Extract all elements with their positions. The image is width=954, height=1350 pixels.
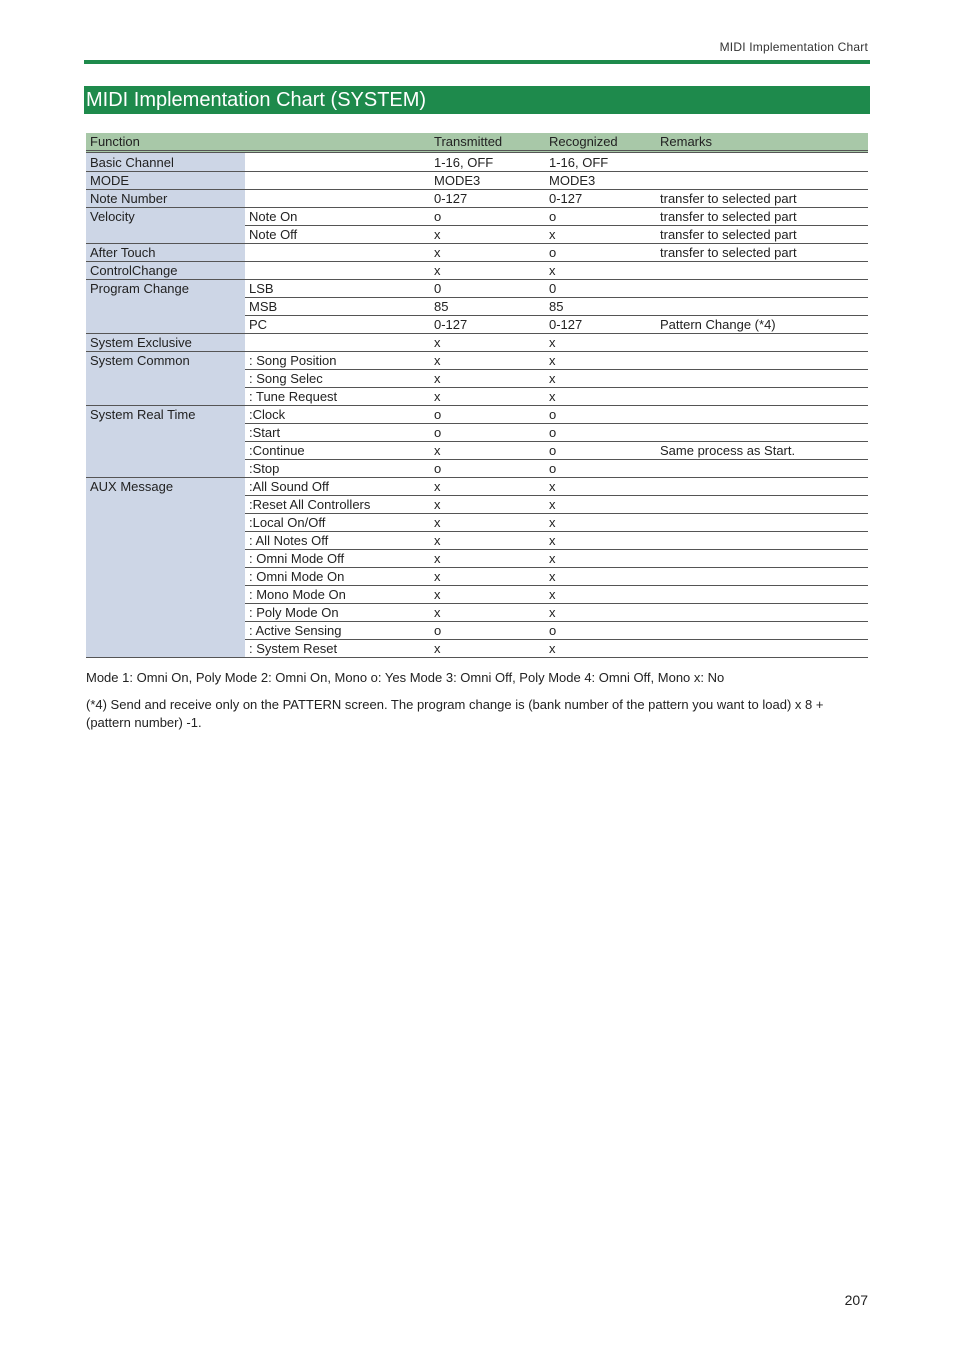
table-row (86, 532, 868, 550)
cell-function (86, 568, 245, 586)
table-row (86, 172, 868, 190)
cell-function (86, 370, 245, 388)
cell-sub-function: :Local On/Off (245, 514, 430, 532)
cell-function (86, 622, 245, 640)
cell-sub-function: :Clock (245, 406, 430, 424)
cell-sub-function: : Song Position (245, 352, 430, 370)
cell-transmitted: x (430, 586, 545, 604)
cell-remarks (656, 388, 868, 406)
cell-transmitted: o (430, 208, 545, 226)
cell-transmitted: 0-127 (430, 316, 545, 334)
cell-recognized: x (545, 478, 656, 496)
table-body (86, 152, 868, 658)
cell-remarks (656, 532, 868, 550)
table-row (86, 550, 868, 568)
cell-remarks (656, 640, 868, 658)
cell-sub-function (245, 172, 430, 190)
cell-remarks (656, 622, 868, 640)
cell-remarks: transfer to selected part (656, 190, 868, 208)
column-header-remarks: Remarks (656, 133, 868, 152)
cell-recognized: 0-127 (545, 190, 656, 208)
cell-transmitted: x (430, 334, 545, 352)
running-header: MIDI Implementation Chart (719, 40, 868, 54)
cell-remarks (656, 280, 868, 298)
cell-transmitted: x (430, 244, 545, 262)
cell-sub-function: : All Notes Off (245, 532, 430, 550)
column-header-transmitted: Transmitted (430, 133, 545, 152)
table-header-row (86, 133, 868, 152)
table-row (86, 640, 868, 658)
cell-recognized: o (545, 622, 656, 640)
cell-remarks (656, 334, 868, 352)
table-row (86, 478, 868, 496)
cell-transmitted: x (430, 262, 545, 280)
table-row (86, 352, 868, 370)
cell-recognized: x (545, 586, 656, 604)
table-row (86, 280, 868, 298)
table-row (86, 244, 868, 262)
cell-transmitted: o (430, 424, 545, 442)
cell-remarks (656, 550, 868, 568)
midi-implementation-table (86, 133, 868, 658)
table-row (86, 388, 868, 406)
cell-sub-function: : Active Sensing (245, 622, 430, 640)
cell-recognized: MODE3 (545, 172, 656, 190)
cell-sub-function: : Omni Mode On (245, 568, 430, 586)
cell-sub-function: Note On (245, 208, 430, 226)
cell-recognized: o (545, 208, 656, 226)
cell-remarks (656, 604, 868, 622)
cell-sub-function: LSB (245, 280, 430, 298)
page-number: 207 (844, 1292, 868, 1308)
cell-transmitted: x (430, 352, 545, 370)
cell-recognized: x (545, 496, 656, 514)
cell-recognized: o (545, 442, 656, 460)
table-row (86, 568, 868, 586)
cell-function (86, 604, 245, 622)
cell-remarks (656, 586, 868, 604)
cell-recognized: 0-127 (545, 316, 656, 334)
cell-transmitted: x (430, 568, 545, 586)
cell-remarks (656, 496, 868, 514)
cell-function (86, 496, 245, 514)
cell-function: ControlChange (86, 262, 245, 280)
cell-function (86, 226, 245, 244)
table-row (86, 370, 868, 388)
table-row (86, 334, 868, 352)
cell-function: Note Number (86, 190, 245, 208)
header-rule (84, 60, 870, 64)
cell-function (86, 586, 245, 604)
table-row (86, 298, 868, 316)
table-row (86, 514, 868, 532)
column-header-function: Function (86, 133, 245, 152)
cell-transmitted: 1-16, OFF (430, 152, 545, 172)
cell-remarks: transfer to selected part (656, 244, 868, 262)
cell-function (86, 532, 245, 550)
cell-sub-function: MSB (245, 298, 430, 316)
cell-remarks (656, 298, 868, 316)
cell-transmitted: x (430, 442, 545, 460)
cell-transmitted: MODE3 (430, 172, 545, 190)
cell-transmitted: x (430, 604, 545, 622)
cell-remarks: Pattern Change (*4) (656, 316, 868, 334)
cell-remarks (656, 514, 868, 532)
cell-recognized: 0 (545, 280, 656, 298)
cell-sub-function (245, 334, 430, 352)
mode-legend-note: Mode 1: Omni On, Poly Mode 2: Omni On, Mono o: Yes Mode 3: Omni Off, Poly Mode 4: Omni Off, Mono x: No (86, 670, 725, 685)
cell-recognized: o (545, 244, 656, 262)
cell-recognized: o (545, 424, 656, 442)
cell-function (86, 316, 245, 334)
cell-recognized: x (545, 370, 656, 388)
cell-remarks (656, 262, 868, 280)
cell-sub-function: :Start (245, 424, 430, 442)
cell-transmitted: x (430, 550, 545, 568)
cell-transmitted: x (430, 226, 545, 244)
cell-sub-function: : Mono Mode On (245, 586, 430, 604)
cell-function: Velocity (86, 208, 245, 226)
cell-function (86, 388, 245, 406)
table-row (86, 586, 868, 604)
cell-remarks (656, 370, 868, 388)
cell-remarks (656, 352, 868, 370)
cell-sub-function: :Stop (245, 460, 430, 478)
table-row (86, 622, 868, 640)
cell-sub-function (245, 262, 430, 280)
cell-recognized: x (545, 568, 656, 586)
cell-function: AUX Message (86, 478, 245, 496)
cell-function (86, 424, 245, 442)
cell-transmitted: x (430, 370, 545, 388)
cell-function (86, 514, 245, 532)
cell-sub-function: : Omni Mode Off (245, 550, 430, 568)
cell-function (86, 550, 245, 568)
cell-function (86, 298, 245, 316)
cell-remarks (656, 424, 868, 442)
cell-function (86, 460, 245, 478)
cell-function: MODE (86, 172, 245, 190)
cell-remarks (656, 568, 868, 586)
cell-recognized: x (545, 388, 656, 406)
cell-function: Program Change (86, 280, 245, 298)
page-title: MIDI Implementation Chart (SYSTEM) (84, 86, 870, 114)
cell-remarks (656, 460, 868, 478)
cell-recognized: 85 (545, 298, 656, 316)
table-row (86, 604, 868, 622)
cell-recognized: x (545, 550, 656, 568)
cell-remarks: transfer to selected part (656, 208, 868, 226)
footnote-4: (*4) Send and receive only on the PATTERN screen. The program change is (bank number of the pattern you want to load) x 8 + (pattern number) -1. (86, 697, 824, 730)
cell-transmitted: 85 (430, 298, 545, 316)
cell-transmitted: x (430, 388, 545, 406)
cell-transmitted: x (430, 532, 545, 550)
cell-recognized: x (545, 532, 656, 550)
cell-function: System Real Time (86, 406, 245, 424)
column-header-recognized: Recognized (545, 133, 656, 152)
table-row (86, 316, 868, 334)
cell-remarks: Same process as Start. (656, 442, 868, 460)
cell-remarks (656, 478, 868, 496)
cell-remarks (656, 406, 868, 424)
table-row (86, 190, 868, 208)
cell-transmitted: 0 (430, 280, 545, 298)
cell-sub-function: : System Reset (245, 640, 430, 658)
cell-transmitted: x (430, 640, 545, 658)
cell-sub-function: PC (245, 316, 430, 334)
cell-transmitted: 0-127 (430, 190, 545, 208)
cell-recognized: 1-16, OFF (545, 152, 656, 172)
cell-function (86, 442, 245, 460)
cell-recognized: x (545, 262, 656, 280)
cell-function: Basic Channel (86, 152, 245, 172)
cell-recognized: x (545, 640, 656, 658)
cell-function: System Exclusive (86, 334, 245, 352)
cell-transmitted: o (430, 460, 545, 478)
cell-recognized: x (545, 604, 656, 622)
cell-sub-function: : Tune Request (245, 388, 430, 406)
cell-recognized: o (545, 406, 656, 424)
table-row (86, 262, 868, 280)
cell-function: After Touch (86, 244, 245, 262)
cell-recognized: x (545, 352, 656, 370)
table-row (86, 460, 868, 478)
cell-remarks (656, 172, 868, 190)
table-row (86, 406, 868, 424)
cell-transmitted: o (430, 622, 545, 640)
table-row (86, 424, 868, 442)
cell-remarks: transfer to selected part (656, 226, 868, 244)
cell-sub-function (245, 152, 430, 172)
cell-sub-function: :Reset All Controllers (245, 496, 430, 514)
cell-sub-function: Note Off (245, 226, 430, 244)
cell-sub-function: : Song Selec (245, 370, 430, 388)
cell-function (86, 640, 245, 658)
cell-transmitted: o (430, 406, 545, 424)
cell-transmitted: x (430, 478, 545, 496)
cell-recognized: x (545, 226, 656, 244)
table-row (86, 442, 868, 460)
cell-recognized: o (545, 460, 656, 478)
cell-function: System Common (86, 352, 245, 370)
table-row (86, 208, 868, 226)
column-header-sub (245, 133, 430, 152)
cell-transmitted: x (430, 496, 545, 514)
cell-recognized: x (545, 334, 656, 352)
cell-sub-function: :Continue (245, 442, 430, 460)
cell-sub-function: :All Sound Off (245, 478, 430, 496)
cell-sub-function (245, 190, 430, 208)
cell-remarks (656, 152, 868, 172)
cell-sub-function (245, 244, 430, 262)
cell-sub-function: : Poly Mode On (245, 604, 430, 622)
table-row (86, 226, 868, 244)
table-row (86, 152, 868, 172)
table-row (86, 496, 868, 514)
cell-recognized: x (545, 514, 656, 532)
cell-transmitted: x (430, 514, 545, 532)
